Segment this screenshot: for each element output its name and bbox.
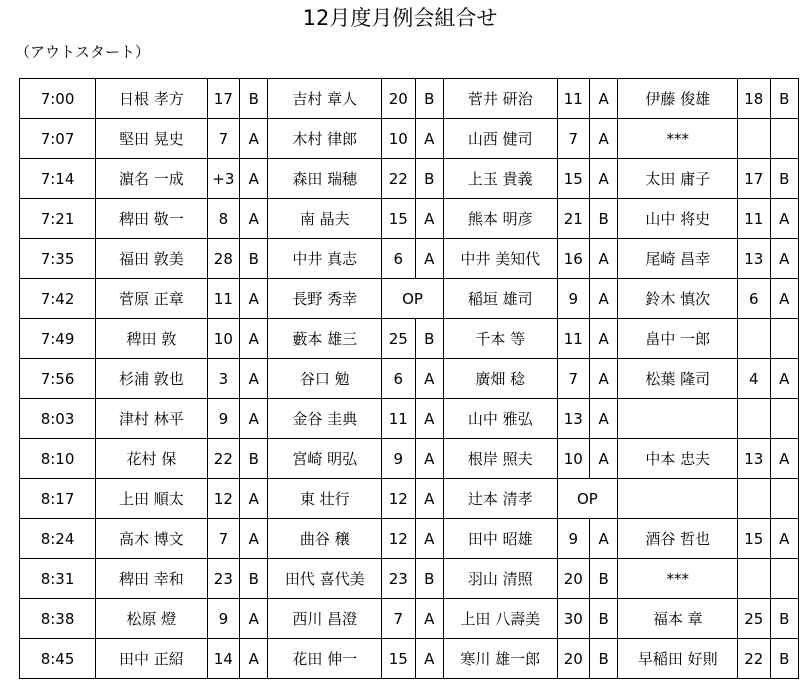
handicap: 9 xyxy=(557,519,589,559)
player-name: 藪本 雄三 xyxy=(268,319,382,359)
handicap: 11 xyxy=(738,199,770,239)
class-grade: A xyxy=(240,359,268,399)
class-grade: A xyxy=(415,599,443,639)
player-name: 山西 健司 xyxy=(443,119,557,159)
handicap xyxy=(738,559,770,599)
tee-time-row xyxy=(20,359,799,399)
class-grade: B xyxy=(415,159,443,199)
player-name: 濵名 一成 xyxy=(96,159,208,199)
player-name: 田中 昭雄 xyxy=(443,519,557,559)
class-grade: A xyxy=(240,399,268,439)
handicap: 23 xyxy=(382,559,415,599)
handicap: 11 xyxy=(557,79,589,119)
handicap: 11 xyxy=(207,279,239,319)
tee-time-row xyxy=(20,399,799,439)
handicap xyxy=(738,399,770,439)
player-name: 畠中 一郎 xyxy=(618,319,738,359)
handicap: 30 xyxy=(557,599,589,639)
class-grade: A xyxy=(240,599,268,639)
class-grade xyxy=(770,479,799,519)
handicap: 23 xyxy=(207,559,239,599)
class-grade: B xyxy=(770,159,799,199)
player-name: 中本 忠夫 xyxy=(618,439,738,479)
class-grade xyxy=(770,399,799,439)
class-grade: A xyxy=(415,399,443,439)
player-name: 辻本 清孝 xyxy=(443,479,557,519)
class-grade: B xyxy=(770,599,799,639)
class-grade: A xyxy=(589,239,617,279)
player-name: 羽山 清照 xyxy=(443,559,557,599)
handicap: 11 xyxy=(557,319,589,359)
handicap: 12 xyxy=(382,479,415,519)
class-grade: A xyxy=(240,519,268,559)
handicap: 12 xyxy=(382,519,415,559)
player-name: 木村 律郎 xyxy=(268,119,382,159)
player-name: 田代 喜代美 xyxy=(268,559,382,599)
player-name: 福田 敦美 xyxy=(96,239,208,279)
player-name: 上田 八壽美 xyxy=(443,599,557,639)
player-name: 南 晶夫 xyxy=(268,199,382,239)
player-name: 稗田 敬一 xyxy=(96,199,208,239)
class-grade: A xyxy=(589,439,617,479)
handicap: 15 xyxy=(557,159,589,199)
class-grade: A xyxy=(415,479,443,519)
player-name: 上玉 貴義 xyxy=(443,159,557,199)
tee-time: 8:38 xyxy=(20,599,96,639)
player-name: 花田 伸一 xyxy=(268,639,382,679)
tee-time: 7:14 xyxy=(20,159,96,199)
player-name: 長野 秀幸 xyxy=(268,279,382,319)
player-name: 稗田 敦 xyxy=(96,319,208,359)
handicap: 14 xyxy=(207,639,239,679)
handicap: 28 xyxy=(207,239,239,279)
player-name: 菅原 正章 xyxy=(96,279,208,319)
player-name: 上田 順太 xyxy=(96,479,208,519)
player-name: 宮崎 明弘 xyxy=(268,439,382,479)
class-grade: A xyxy=(415,199,443,239)
class-grade: A xyxy=(589,319,617,359)
handicap: 20 xyxy=(382,79,415,119)
player-name: 福本 章 xyxy=(618,599,738,639)
handicap: 3 xyxy=(207,359,239,399)
player-name: 金谷 圭典 xyxy=(268,399,382,439)
tee-time: 7:35 xyxy=(20,239,96,279)
tee-time-row xyxy=(20,439,799,479)
handicap: 16 xyxy=(557,239,589,279)
player-name: 山中 雅弘 xyxy=(443,399,557,439)
handicap: 13 xyxy=(738,239,770,279)
class-grade: A xyxy=(240,159,268,199)
handicap: 6 xyxy=(382,239,415,279)
player-name: 中井 美知代 xyxy=(443,239,557,279)
handicap: 22 xyxy=(738,639,770,679)
tee-time-row xyxy=(20,79,799,119)
open-status: OP xyxy=(557,479,618,519)
class-grade: B xyxy=(589,199,617,239)
class-grade: B xyxy=(589,639,617,679)
tee-time: 7:00 xyxy=(20,79,96,119)
player-name: 日根 孝方 xyxy=(96,79,208,119)
player-name: 津村 林平 xyxy=(96,399,208,439)
player-name xyxy=(618,479,738,519)
class-grade: A xyxy=(770,199,799,239)
class-grade: A xyxy=(240,479,268,519)
player-name: 酒谷 哲也 xyxy=(618,519,738,559)
tee-time-row xyxy=(20,279,799,319)
tee-time: 7:42 xyxy=(20,279,96,319)
player-name: 谷口 勉 xyxy=(268,359,382,399)
handicap: 13 xyxy=(738,439,770,479)
class-grade: A xyxy=(415,439,443,479)
handicap: 7 xyxy=(207,119,239,159)
handicap: 25 xyxy=(738,599,770,639)
handicap: 22 xyxy=(207,439,239,479)
handicap: 17 xyxy=(738,159,770,199)
class-grade: A xyxy=(415,239,443,279)
handicap: 9 xyxy=(207,399,239,439)
tee-time: 8:45 xyxy=(20,639,96,679)
handicap: 15 xyxy=(738,519,770,559)
tee-time-row xyxy=(20,479,799,519)
class-grade: A xyxy=(589,399,617,439)
tee-time-row xyxy=(20,639,799,679)
player-name: 菅井 研治 xyxy=(443,79,557,119)
class-grade: A xyxy=(589,359,617,399)
player-name: *** xyxy=(618,559,738,599)
class-grade: A xyxy=(240,639,268,679)
player-name: 伊藤 俊雄 xyxy=(618,79,738,119)
handicap xyxy=(738,319,770,359)
handicap: 15 xyxy=(382,639,415,679)
class-grade: A xyxy=(415,519,443,559)
class-grade: A xyxy=(589,119,617,159)
handicap xyxy=(738,119,770,159)
class-grade: A xyxy=(240,119,268,159)
handicap: +3 xyxy=(207,159,239,199)
player-name: 寒川 雄一郎 xyxy=(443,639,557,679)
handicap: 7 xyxy=(207,519,239,559)
handicap: 13 xyxy=(557,399,589,439)
player-name: 東 壮行 xyxy=(268,479,382,519)
class-grade: A xyxy=(240,199,268,239)
tee-time: 7:07 xyxy=(20,119,96,159)
class-grade: B xyxy=(415,79,443,119)
class-grade: A xyxy=(770,239,799,279)
class-grade: A xyxy=(415,359,443,399)
tee-time: 7:49 xyxy=(20,319,96,359)
class-grade: A xyxy=(589,159,617,199)
handicap: 7 xyxy=(382,599,415,639)
player-name: 堅田 晃史 xyxy=(96,119,208,159)
handicap: 6 xyxy=(382,359,415,399)
tee-time-row xyxy=(20,119,799,159)
player-name: 稗田 幸和 xyxy=(96,559,208,599)
tee-time-row xyxy=(20,319,799,359)
player-name: 尾崎 昌幸 xyxy=(618,239,738,279)
class-grade: A xyxy=(589,519,617,559)
player-name: 熊本 明彦 xyxy=(443,199,557,239)
player-name: 杉浦 敦也 xyxy=(96,359,208,399)
class-grade: A xyxy=(415,639,443,679)
class-grade xyxy=(770,319,799,359)
class-grade: B xyxy=(415,559,443,599)
player-name: 森田 瑞穂 xyxy=(268,159,382,199)
open-status: OP xyxy=(382,279,444,319)
handicap: 9 xyxy=(557,279,589,319)
handicap: 22 xyxy=(382,159,415,199)
class-grade: A xyxy=(770,519,799,559)
player-name: 千本 等 xyxy=(443,319,557,359)
player-name: 廣畑 稔 xyxy=(443,359,557,399)
handicap: 4 xyxy=(738,359,770,399)
handicap: 9 xyxy=(382,439,415,479)
player-name: 山中 将史 xyxy=(618,199,738,239)
player-name: *** xyxy=(618,119,738,159)
player-name: 早稲田 好則 xyxy=(618,639,738,679)
tee-time: 8:24 xyxy=(20,519,96,559)
player-name: 曲谷 穣 xyxy=(268,519,382,559)
class-grade: A xyxy=(240,279,268,319)
player-name: 松葉 隆司 xyxy=(618,359,738,399)
handicap: 10 xyxy=(207,319,239,359)
player-name: 高木 博文 xyxy=(96,519,208,559)
handicap xyxy=(738,479,770,519)
handicap: 7 xyxy=(557,119,589,159)
player-name xyxy=(618,399,738,439)
tee-time-row xyxy=(20,559,799,599)
class-grade: A xyxy=(589,279,617,319)
handicap: 18 xyxy=(738,79,770,119)
tee-time-row xyxy=(20,199,799,239)
class-grade: A xyxy=(770,439,799,479)
tee-time-row xyxy=(20,599,799,639)
tee-time: 8:03 xyxy=(20,399,96,439)
player-name: 太田 庸子 xyxy=(618,159,738,199)
class-grade: B xyxy=(589,599,617,639)
handicap: 9 xyxy=(207,599,239,639)
handicap: 15 xyxy=(382,199,415,239)
class-grade: B xyxy=(589,559,617,599)
tee-time-row xyxy=(20,159,799,199)
handicap: 17 xyxy=(207,79,239,119)
start-course-label: （アウトスタート） xyxy=(15,43,150,61)
class-grade: A xyxy=(770,359,799,399)
handicap: 21 xyxy=(557,199,589,239)
tee-time: 7:21 xyxy=(20,199,96,239)
player-name: 西川 昌澄 xyxy=(268,599,382,639)
class-grade: A xyxy=(415,119,443,159)
handicap: 10 xyxy=(557,439,589,479)
tee-time-row xyxy=(20,519,799,559)
handicap: 7 xyxy=(557,359,589,399)
tee-time: 8:31 xyxy=(20,559,96,599)
tee-time: 8:10 xyxy=(20,439,96,479)
player-name: 田中 正紹 xyxy=(96,639,208,679)
handicap: 6 xyxy=(738,279,770,319)
player-name: 吉村 章人 xyxy=(268,79,382,119)
class-grade: B xyxy=(770,639,799,679)
tee-time: 7:56 xyxy=(20,359,96,399)
class-grade xyxy=(770,559,799,599)
handicap: 25 xyxy=(382,319,415,359)
class-grade: B xyxy=(240,559,268,599)
player-name: 稲垣 雄司 xyxy=(443,279,557,319)
class-grade: B xyxy=(240,239,268,279)
player-name: 花村 保 xyxy=(96,439,208,479)
handicap: 20 xyxy=(557,639,589,679)
class-grade: A xyxy=(240,319,268,359)
handicap: 12 xyxy=(207,479,239,519)
tee-time: 8:17 xyxy=(20,479,96,519)
tee-time-row xyxy=(20,239,799,279)
class-grade: B xyxy=(770,79,799,119)
class-grade: A xyxy=(589,79,617,119)
handicap: 11 xyxy=(382,399,415,439)
pairings-table xyxy=(19,78,799,679)
page-title: 12月度月例会組合せ xyxy=(302,6,498,30)
handicap: 20 xyxy=(557,559,589,599)
class-grade: A xyxy=(770,279,799,319)
class-grade xyxy=(770,119,799,159)
handicap: 10 xyxy=(382,119,415,159)
handicap: 8 xyxy=(207,199,239,239)
player-name: 鈴木 慎次 xyxy=(618,279,738,319)
player-name: 松原 燈 xyxy=(96,599,208,639)
player-name: 根岸 照夫 xyxy=(443,439,557,479)
class-grade: B xyxy=(240,79,268,119)
class-grade: B xyxy=(415,319,443,359)
class-grade: B xyxy=(240,439,268,479)
player-name: 中井 真志 xyxy=(268,239,382,279)
